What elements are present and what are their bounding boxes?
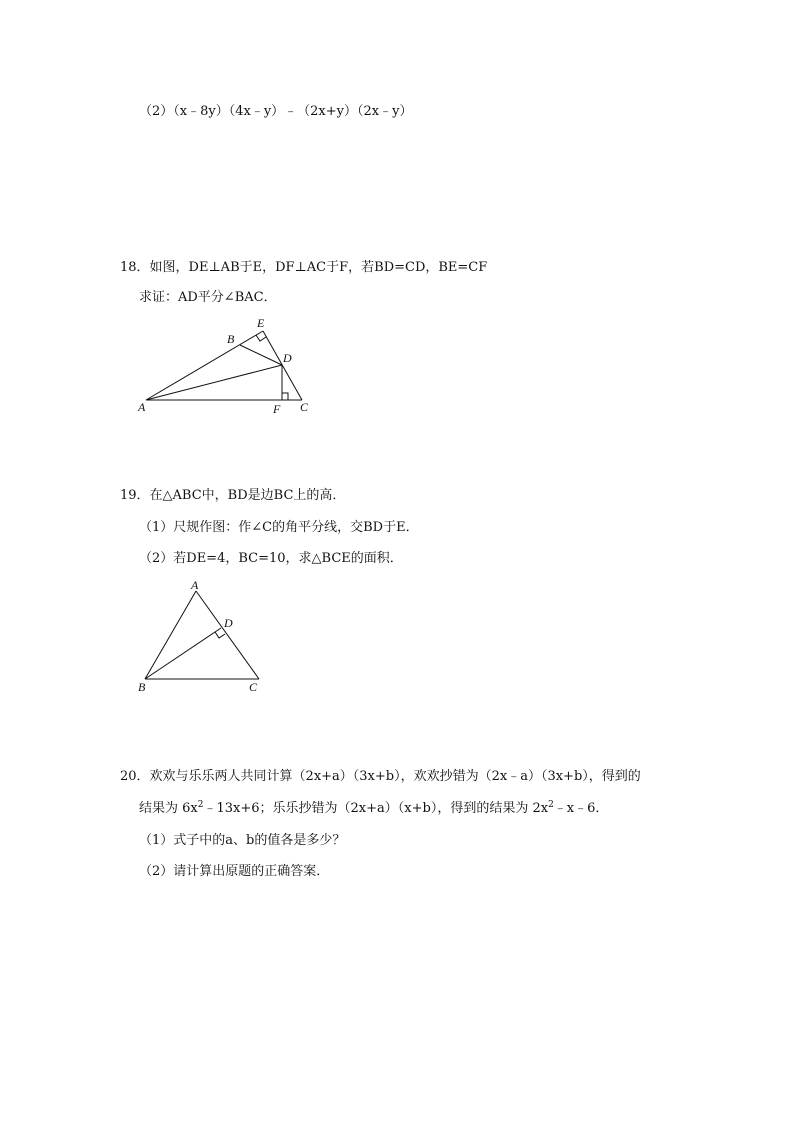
problem-17-part-2: （2）（x﹣8y）（4x﹣y）﹣（2x+y）（2x﹣y） bbox=[139, 104, 413, 119]
segment-B-D bbox=[145, 628, 221, 679]
line-2-end: ﹣x﹣6． bbox=[553, 801, 609, 816]
problem-19-part-2: （2）若DE=4，BC=10，求△BCE的面积． bbox=[139, 551, 403, 566]
segment-A-C bbox=[196, 591, 259, 679]
problem-18-stem: 18．如图，DE⊥AB于E，DF⊥AC于F，若BD=CD，BE=CF bbox=[120, 260, 488, 275]
line-2-middle: ﹣13x+6；乐乐抄错为（2x+a）（x+b），得到的结果为 2x bbox=[203, 801, 549, 816]
label-D: D bbox=[283, 351, 292, 365]
problem-20-part-2: （2）请计算出原题的正确答案． bbox=[139, 864, 330, 879]
label-F: F bbox=[273, 402, 281, 416]
problem-19-part-1: （1）尺规作图：作∠C的角平分线，交BD于E． bbox=[139, 520, 419, 535]
line-2-start: 结果为 6x bbox=[139, 801, 198, 816]
label-C: C bbox=[300, 400, 309, 414]
exponent-1: 2 bbox=[197, 800, 204, 810]
right-angle-mark-D bbox=[215, 632, 225, 638]
label-A: A bbox=[191, 578, 199, 592]
exponent-2: 2 bbox=[548, 800, 554, 810]
label-B: B bbox=[227, 332, 235, 346]
segment-A-B bbox=[145, 591, 196, 679]
problem-20-line-2 bbox=[139, 800, 608, 818]
problem-18-prove: 求证：AD平分∠BAC． bbox=[139, 290, 277, 305]
label-C: C bbox=[249, 680, 258, 694]
label-E: E bbox=[257, 316, 265, 330]
problem-20-line-1: 20．欢欢与乐乐两人共同计算（2x+a）（3x+b），欢欢抄错为（2x﹣a）（3x+b），得到的 bbox=[120, 769, 641, 784]
problem-20-part-1: （1）式子中的a、b的值各是多少？ bbox=[139, 833, 346, 848]
label-A: A bbox=[138, 400, 146, 414]
label-B: B bbox=[138, 680, 146, 694]
problem-19-stem: 19．在△ABC中，BD是边BC上的高． bbox=[120, 488, 346, 503]
label-D: D bbox=[224, 616, 233, 630]
